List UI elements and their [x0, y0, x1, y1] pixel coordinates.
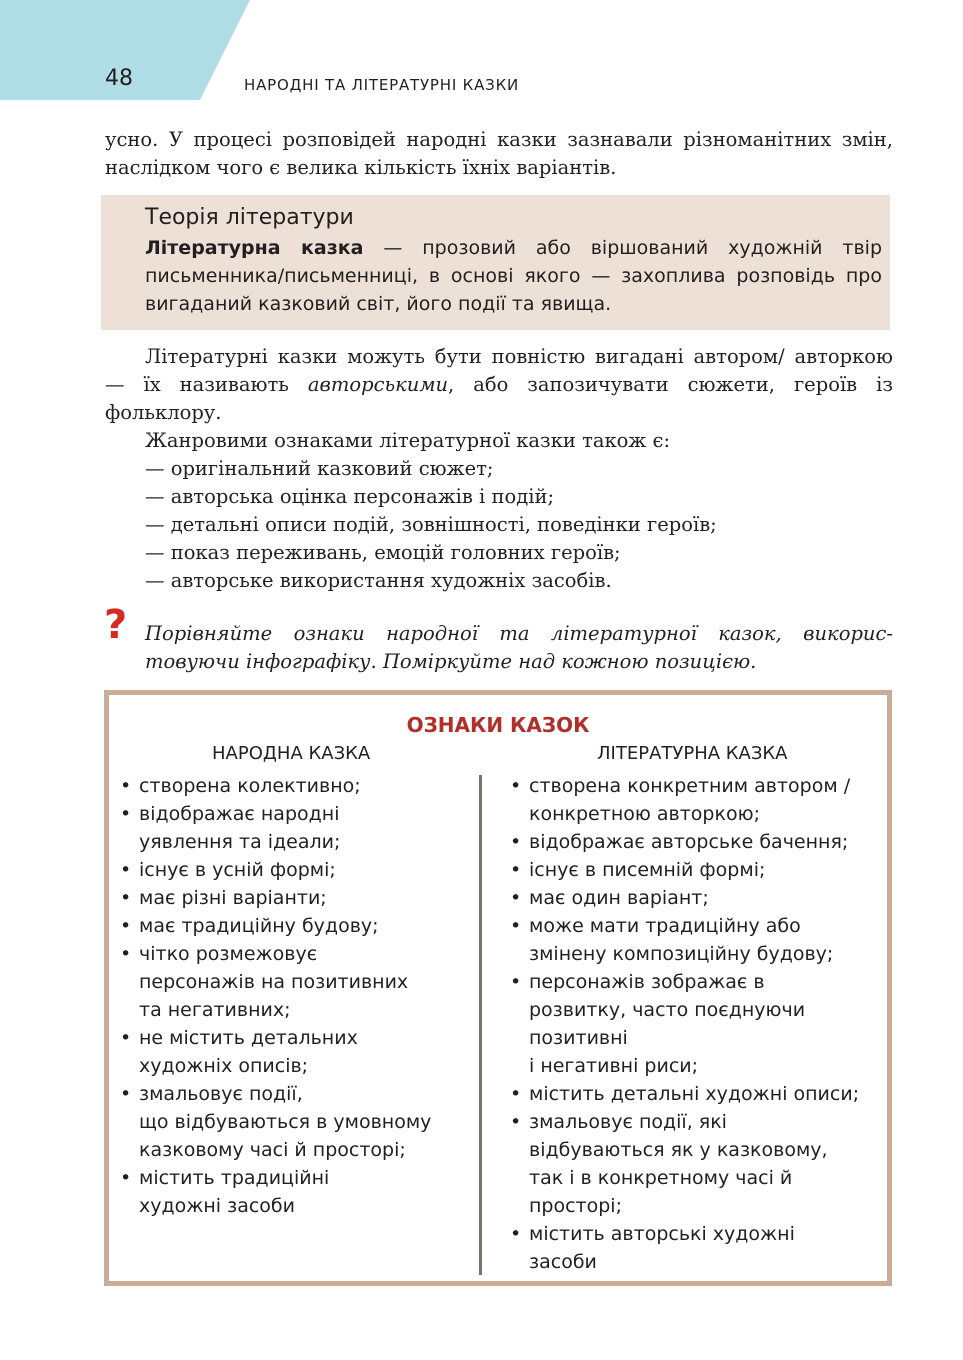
- feature-item: — авторське використання художніх засобів.: [145, 569, 612, 592]
- intro-paragraph: [105, 126, 893, 182]
- list-item: • має один варіант;: [509, 884, 884, 912]
- theory-definition: [145, 234, 882, 318]
- list-item: • змальовує події, які відбуваються як у казковому, так і в конкретному часі й просторі;: [509, 1108, 884, 1220]
- page-number: 48: [105, 66, 133, 91]
- list-item: • змальовує події, що відбуваються в умовному казковому часі й просторі;: [119, 1080, 469, 1164]
- list-item: • існує в усній формі;: [119, 856, 469, 884]
- feature-item: — показ переживань, емоцій головних героїв;: [145, 541, 621, 564]
- list-item: • містить авторські художні засоби: [509, 1220, 884, 1276]
- list-item: • персонажів зображає в розвитку, часто поєднуючи позитивні і негативні риси;: [509, 968, 884, 1080]
- paragraph-literary-tales: [105, 343, 893, 427]
- feature-item: — оригінальний казковий сюжет;: [145, 457, 494, 480]
- literary-tale-features: [509, 772, 884, 1276]
- list-item: • існує в писемній формі;: [509, 856, 884, 884]
- list-item: • чітко розмежовує персонажів на позитивних та негативних;: [119, 940, 469, 1024]
- running-title: НАРОДНІ ТА ЛІТЕРАТУРНІ КАЗКИ: [244, 76, 520, 94]
- p1-end: , або запозичувати сюжети, героїв із фольклору.: [105, 373, 894, 424]
- list-item: • має різні варіанти;: [119, 884, 469, 912]
- theory-box: [101, 195, 890, 330]
- theory-definition-text: — прозовий або віршований художній твір письменника/письменниці, в основі якого — захоплива розповідь про вигаданий казковий світ, його події та явища.: [145, 237, 883, 315]
- list-item: • створена колективно;: [119, 772, 469, 800]
- genre-features-block: [145, 427, 717, 595]
- literary-tale-heading: ЛІТЕРАТУРНА КАЗКА: [597, 743, 788, 764]
- question-line-1: Порівняйте ознаки народної та літературної казок, викорис-: [145, 622, 893, 645]
- column-divider: [479, 775, 482, 1275]
- list-item: • відображає авторське бачення;: [509, 828, 884, 856]
- feature-item: — авторська оцінка персонажів і подій;: [145, 485, 555, 508]
- p1-start: Літературні казки можуть бути повністю вигадані автором/ авторкою — їх називають: [105, 345, 893, 396]
- folk-tale-heading: НАРОДНА КАЗКА: [212, 743, 371, 764]
- feature-item: — детальні описи подій, зовнішності, поведінки героїв;: [145, 513, 717, 536]
- list-item: • може мати традиційну або змінену композиційну будову;: [509, 912, 884, 968]
- folk-tale-features: [119, 772, 469, 1220]
- list-item: • містить традиційні художні засоби: [119, 1164, 469, 1220]
- list-item: • має традиційну будову;: [119, 912, 469, 940]
- list-item: • створена конкретним автором / конкретною авторкою;: [509, 772, 884, 828]
- question-line-2: товуючи інфографіку. Поміркуйте над кожною позицією.: [145, 650, 757, 673]
- genre-features-intro: Жанровими ознаками літературної казки також є:: [145, 429, 671, 452]
- p1-italic-term: авторськими: [307, 373, 449, 396]
- question-mark-icon: ?: [104, 602, 128, 648]
- list-item: • не містить детальних художніх описів;: [119, 1024, 469, 1080]
- infographic-title: ОЗНАКИ КАЗОК: [406, 713, 590, 737]
- intro-text: усно. У процесі розповідей народні казки зазнавали різноманітних змін, наслідком чого є велика кількість їхніх варіантів.: [105, 128, 893, 179]
- main-paragraph: [105, 343, 893, 427]
- list-item: • містить детальні художні описи;: [509, 1080, 884, 1108]
- theory-title: Теорія літератури: [145, 205, 354, 230]
- theory-term: Літературна казка: [145, 237, 364, 259]
- question-task: [145, 620, 893, 676]
- list-item: • відображає народні уявлення та ідеали;: [119, 800, 469, 856]
- infographic-frame: [104, 690, 892, 1286]
